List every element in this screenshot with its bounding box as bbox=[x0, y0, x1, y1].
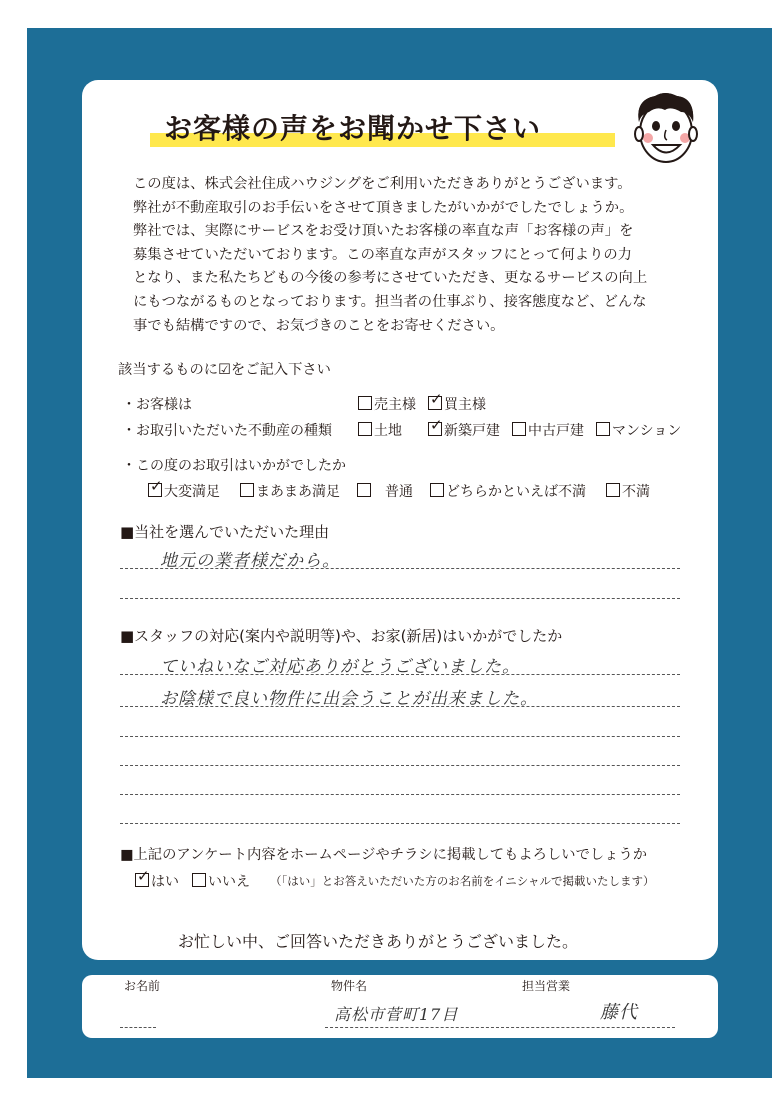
checkbox-publish-yes[interactable] bbox=[135, 873, 149, 887]
option-label: 不満 bbox=[622, 484, 650, 500]
answer-line bbox=[120, 823, 680, 824]
checkbox-neutral[interactable] bbox=[357, 483, 371, 497]
option-label: 中古戸建 bbox=[528, 423, 584, 439]
intro-line: 弊社が不動産取引のお手伝いをさせて頂きましたがいかがでしたでしょうか。 bbox=[133, 199, 634, 216]
option-new-house[interactable] bbox=[428, 420, 500, 440]
option-label: どちらかといえば不満 bbox=[446, 484, 586, 500]
title-block bbox=[150, 105, 620, 155]
option-label: 買主様 bbox=[444, 397, 486, 413]
checkbox-new-house[interactable] bbox=[428, 422, 442, 436]
option-label: はい bbox=[151, 874, 179, 890]
question-satisfaction: ・この度のお取引はいかがでしたか bbox=[122, 458, 346, 474]
intro-line: 事でも結構ですので、お気づきのことをお寄せください。 bbox=[133, 317, 505, 334]
section-heading-staff: ■スタッフの対応(案内や説明等)や、お家(新居)はいかがでしたか bbox=[120, 627, 563, 645]
checkbox-land[interactable] bbox=[358, 422, 372, 436]
section-heading-reason: ■当社を選んでいただいた理由 bbox=[120, 523, 330, 541]
instruction-text: 該当するものに☑をご記入下さい bbox=[118, 362, 331, 378]
checkbox-somewhat-satisfied[interactable] bbox=[240, 483, 254, 497]
question-property-type: ・お取引いただいた不動産の種類 bbox=[122, 423, 332, 439]
option-somewhat-satisfied[interactable] bbox=[240, 481, 340, 501]
handwritten-reason: 地元の業者様だから。 bbox=[160, 551, 340, 571]
question-customer-type: ・お客様は bbox=[122, 397, 192, 413]
answer-line bbox=[120, 598, 680, 599]
checkbox-very-satisfied[interactable] bbox=[148, 483, 162, 497]
intro-line: この度は、株式会社住成ハウジングをご利用いただきありがとうございます。 bbox=[133, 176, 632, 192]
intro-paragraph bbox=[133, 173, 693, 338]
checkbox-used-house[interactable] bbox=[512, 422, 526, 436]
handwritten-staff-name: 藤代 bbox=[600, 1002, 638, 1023]
option-label: いいえ bbox=[208, 874, 250, 890]
intro-line: 募集させていただいております。この率直な声がスタッフにとって何よりの力 bbox=[133, 246, 632, 263]
option-publish-yes[interactable] bbox=[135, 871, 179, 891]
checkbox-mansion[interactable] bbox=[596, 422, 610, 436]
handwritten-staff-line: ていねいなご対応ありがとうございました。 bbox=[160, 657, 520, 677]
section-heading-publish: ■上記のアンケート内容をホームページやチラシに掲載してもよろしいでしょうか bbox=[120, 847, 648, 863]
checkbox-seller[interactable] bbox=[358, 396, 372, 410]
option-very-satisfied[interactable] bbox=[148, 481, 220, 501]
handwritten-property-name: 高松市菅町17目 bbox=[334, 1005, 459, 1024]
property-line bbox=[325, 1027, 675, 1028]
option-buyer[interactable] bbox=[428, 394, 486, 414]
option-label: マンション bbox=[612, 423, 682, 439]
name-line bbox=[120, 1027, 156, 1028]
option-somewhat-dissatisfied[interactable] bbox=[430, 481, 586, 501]
option-label: 大変満足 bbox=[164, 484, 220, 500]
closing-message: お忙しい中、ご回答いただきありがとうございました。 bbox=[178, 932, 579, 951]
checkbox-buyer[interactable] bbox=[428, 396, 442, 410]
answer-line bbox=[120, 736, 680, 737]
answer-line bbox=[120, 568, 680, 569]
intro-line: にもつながるものとなっております。担当者の仕事ぶり、接客態度など、どんな bbox=[133, 293, 647, 310]
page-title: お客様の声をお聞かせ下さい bbox=[164, 112, 542, 145]
option-label: 土地 bbox=[374, 423, 402, 439]
option-used-house[interactable] bbox=[512, 420, 584, 440]
option-label: 新築戸建 bbox=[444, 423, 500, 439]
option-mansion[interactable] bbox=[596, 420, 681, 440]
checkbox-dissatisfied[interactable] bbox=[606, 483, 620, 497]
staff-label: 担当営業 bbox=[522, 979, 571, 993]
name-label: お名前 bbox=[124, 979, 161, 993]
answer-line bbox=[120, 674, 680, 675]
option-seller[interactable] bbox=[358, 394, 416, 414]
smiling-man-illustration bbox=[625, 88, 705, 166]
property-label: 物件名 bbox=[331, 979, 368, 993]
option-label: 売主様 bbox=[374, 397, 416, 413]
answer-line bbox=[120, 765, 680, 766]
answer-line bbox=[120, 794, 680, 795]
checkbox-publish-no[interactable] bbox=[192, 873, 206, 887]
handwritten-staff-line: お陰様で良い物件に出会うことが出来ました。 bbox=[160, 689, 538, 709]
intro-line: となり、また私たちどもの今後の参考にさせていただき、更なるサービスの向上 bbox=[133, 270, 648, 287]
publish-note: （「はい」とお答えいただいた方のお名前をイニシャルで掲載いたします） bbox=[270, 874, 655, 888]
option-label: 普通 bbox=[385, 484, 413, 500]
checkbox-somewhat-dissatisfied[interactable] bbox=[430, 483, 444, 497]
answer-line bbox=[120, 706, 680, 707]
option-dissatisfied[interactable] bbox=[606, 481, 650, 501]
option-label: まあまあ満足 bbox=[256, 484, 340, 500]
intro-line: 弊社では、実際にサービスをお受け頂いたお客様の率直な声「お客様の声」を bbox=[133, 223, 634, 240]
option-land[interactable] bbox=[358, 420, 402, 440]
option-neutral[interactable] bbox=[357, 481, 413, 501]
option-publish-no[interactable] bbox=[192, 871, 250, 891]
